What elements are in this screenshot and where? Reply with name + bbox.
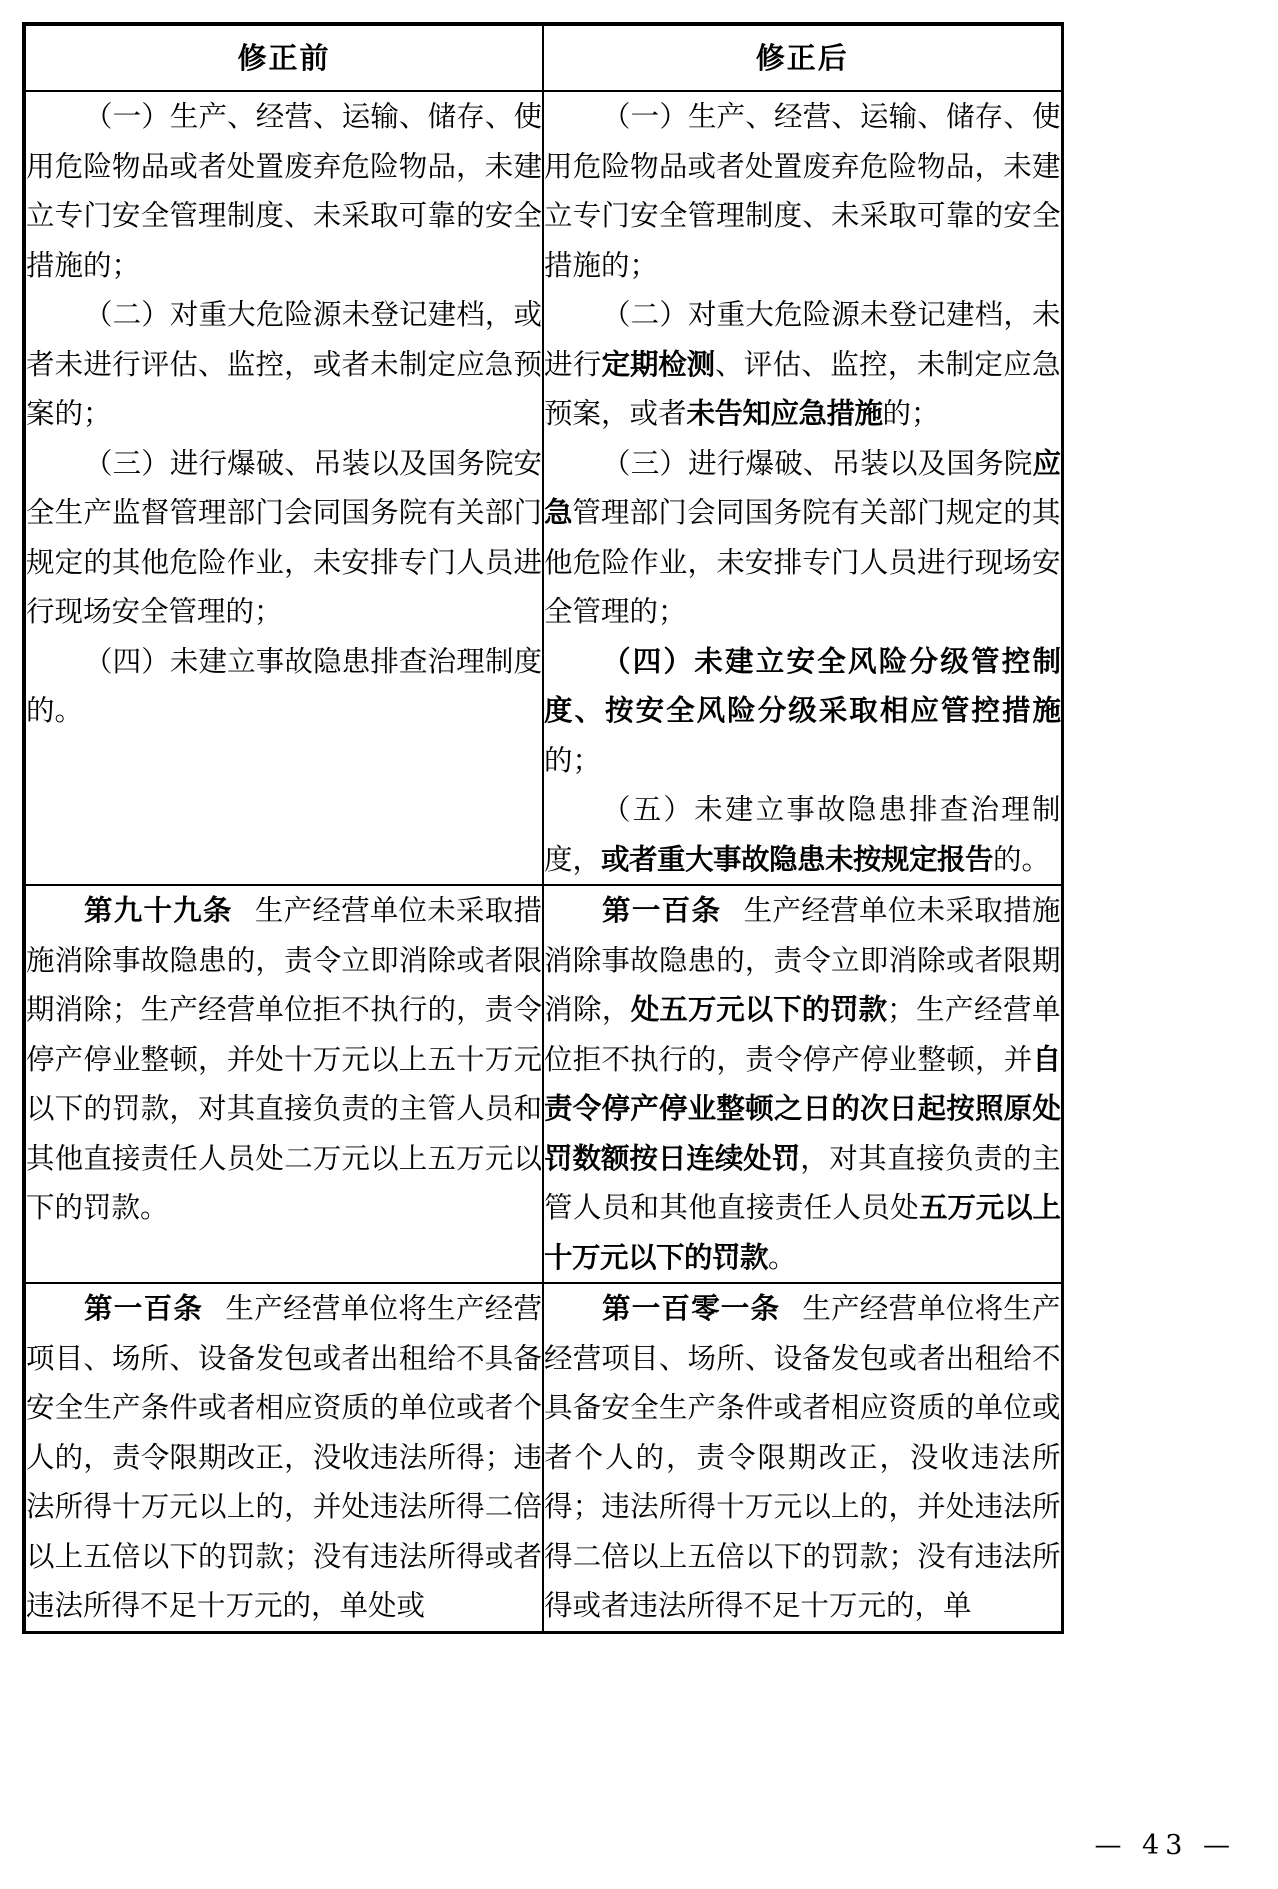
paragraph bbox=[544, 886, 1061, 1282]
text-run: （三）进行爆破、吊装以及国务院 bbox=[602, 446, 1033, 480]
paragraph bbox=[544, 785, 1061, 884]
amended-text: 应急 bbox=[544, 446, 1061, 529]
amended-text: 处五万元以下的罚款 bbox=[630, 993, 888, 1026]
text-run: ；生产经营单位拒不执行的，责令停产停业整顿，并 bbox=[544, 993, 1061, 1076]
text-run: 的。 bbox=[993, 842, 1051, 876]
paragraph bbox=[544, 1284, 1061, 1631]
cell-before-row-1 bbox=[24, 91, 543, 885]
text-run: （二）对重大危险源未登记建档，或者未进行评估、监控，或者未制定应急预案的； bbox=[26, 298, 542, 430]
paragraph bbox=[26, 886, 542, 1233]
text-run: 。 bbox=[768, 1240, 797, 1274]
amended-text: 自责令停产停业整顿之日的次日起按照原处罚数额按日连续处罚 bbox=[544, 1042, 1061, 1175]
article-number: 第一百条 bbox=[84, 1292, 204, 1325]
cell-after-row-3 bbox=[543, 1283, 1062, 1632]
amended-text: 定期检测 bbox=[601, 347, 715, 381]
text-run: （一）生产、经营、运输、储存、使用危险物品或者处置废弃危险物品，未建立专门安全管理制度、未采取可靠的安全措施的； bbox=[26, 100, 542, 282]
paragraph bbox=[544, 290, 1061, 439]
table-header-row bbox=[24, 24, 1062, 91]
text-run: 、评估、监控，未制定应急预案，或者 bbox=[544, 347, 1061, 430]
article-number: 第一百条 bbox=[602, 894, 722, 927]
page-number: — 43 — bbox=[1094, 1830, 1236, 1861]
column-header-before: 修正前 bbox=[24, 24, 543, 91]
text-run: 生产经营单位将生产经营项目、场所、设备发包或者出租给不具备安全生产条件或者相应资质的单位或者个人的，责令限期改正，没收违法所得；违法所得十万元以上的，并处违法所得二倍以上五倍以下的罚款；没有违法所得或者违法所得不足十万元的，单处或 bbox=[26, 1292, 542, 1622]
paragraph bbox=[26, 637, 542, 736]
paragraph bbox=[26, 290, 542, 439]
table-row bbox=[24, 885, 1062, 1283]
cell-before-row-2 bbox=[24, 885, 543, 1283]
cell-before-row-3 bbox=[24, 1283, 543, 1632]
paragraph bbox=[26, 1284, 542, 1631]
article-number: 第九十九条 bbox=[84, 894, 233, 927]
text-run: 的； bbox=[544, 743, 602, 777]
column-header-after: 修正后 bbox=[543, 24, 1062, 91]
amended-text: 未告知应急措施 bbox=[686, 397, 883, 430]
table-row bbox=[24, 1283, 1062, 1632]
text-run: ，对其直接负责的主管人员和其他直接责任人员处 bbox=[544, 1141, 1061, 1224]
paragraph bbox=[544, 92, 1061, 290]
text-run: 生产经营单位未采取措施消除事故隐患的，责令立即消除或者限期消除；生产经营单位拒不执行的，责令停产停业整顿，并处十万元以上五十万元以下的罚款，对其直接负责的主管人员和其他直接责任人员处二万元以上五万元以下的罚款。 bbox=[26, 894, 542, 1224]
text-run: （二）对重大危险源未登记建档，未进行 bbox=[544, 298, 1061, 381]
text-run: （一）生产、经营、运输、储存、使用危险物品或者处置废弃危险物品，未建立专门安全管理制度、未采取可靠的安全措施的； bbox=[544, 100, 1061, 282]
paragraph bbox=[544, 637, 1061, 786]
amended-text: 五万元以上十万元以下的罚款 bbox=[544, 1191, 1061, 1274]
cell-after-row-1 bbox=[543, 91, 1062, 885]
text-run: （五）未建立事故隐患排查治理制度， bbox=[544, 793, 1061, 876]
text-run: 的； bbox=[882, 397, 940, 430]
paragraph bbox=[26, 92, 542, 290]
cell-after-row-2 bbox=[543, 885, 1062, 1283]
table-body bbox=[24, 91, 1062, 1632]
text-run: 生产经营单位将生产经营项目、场所、设备发包或者出租给不具备安全生产条件或者相应资质的单位或者个人的，责令限期改正，没收违法所得；违法所得十万元以上的，并处违法所得二倍以上五倍以下的罚款；没有违法所得或者违法所得不足十万元的，单 bbox=[544, 1292, 1061, 1622]
text-run: （三）进行爆破、吊装以及国务院安全生产监督管理部门会同国务院有关部门规定的其他危险作业，未安排专门人员进行现场安全管理的； bbox=[26, 446, 542, 628]
amendment-comparison-table bbox=[22, 22, 1064, 1634]
text-run: （四）未建立事故隐患排查治理制度的。 bbox=[26, 644, 542, 727]
amended-text: 或者重大事故隐患未按规定报告 bbox=[601, 842, 994, 876]
paragraph bbox=[544, 439, 1061, 637]
paragraph bbox=[26, 439, 542, 637]
article-number: 第一百零一条 bbox=[602, 1292, 781, 1325]
amended-text: （四）未建立安全风险分级管控制度、按安全风险分级采取相应管控措施 bbox=[544, 644, 1061, 727]
table-row bbox=[24, 91, 1062, 885]
text-run: 管理部门会同国务院有关部门规定的其他危险作业，未安排专门人员进行现场安全管理的； bbox=[544, 496, 1061, 628]
text-run: 生产经营单位未采取措施消除事故隐患的，责令立即消除或者限期消除， bbox=[544, 894, 1061, 1026]
page-footer bbox=[22, 1821, 1258, 1861]
